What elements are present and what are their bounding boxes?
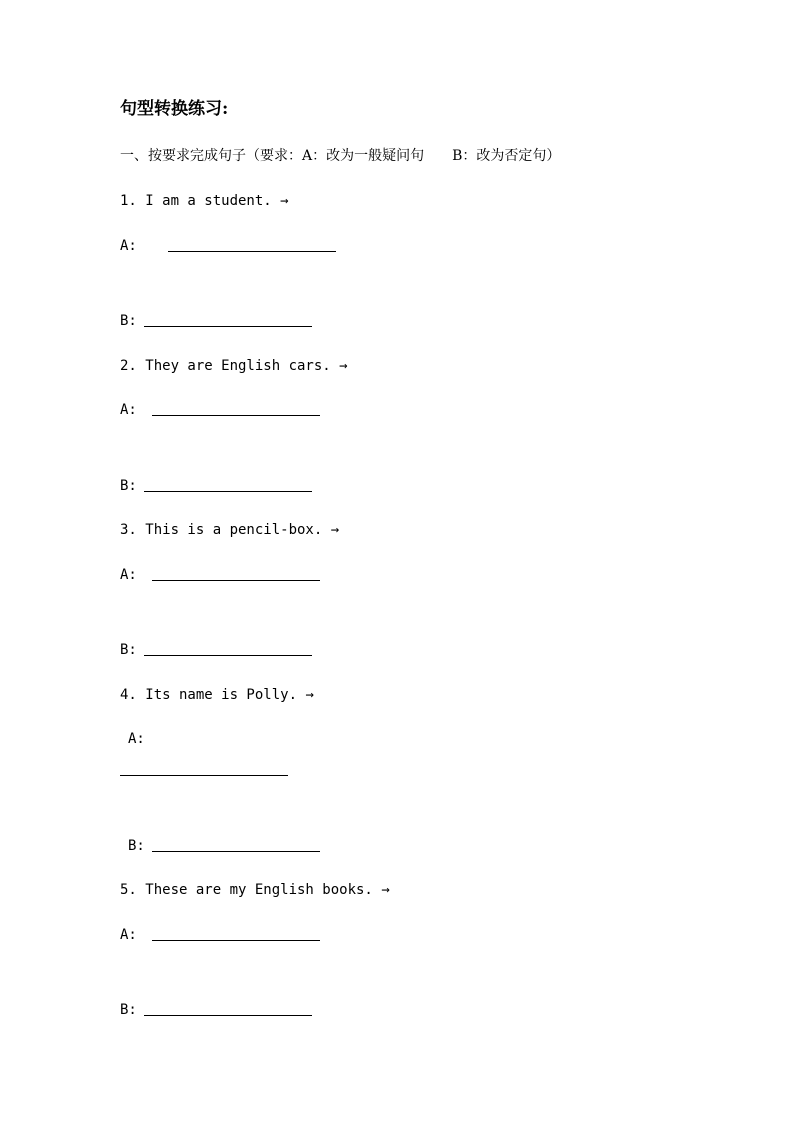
question-3-a-label: A:: [120, 567, 137, 583]
question-4-b-answer-line[interactable]: [152, 851, 320, 852]
question-2-a-answer-line[interactable]: [152, 415, 320, 416]
question-1-a-answer-line[interactable]: [168, 251, 336, 252]
arrow-icon: →: [330, 522, 340, 538]
arrow-icon: →: [339, 358, 348, 374]
question-1-sentence: 1. I am a student.: [120, 193, 272, 209]
question-3-b-answer-line[interactable]: [144, 655, 312, 656]
arrow-icon: →: [381, 882, 390, 898]
question-4: [120, 685, 314, 705]
question-3-a-answer-line[interactable]: [152, 580, 320, 581]
instruction-text: 一、按要求完成句子（要求：A：改为一般疑问句 B：改为否定句）: [120, 148, 561, 164]
question-5-a-answer-line[interactable]: [152, 940, 320, 941]
question-5-a-label: A:: [120, 927, 137, 943]
question-3-b-label: B:: [120, 642, 137, 658]
question-1-b-answer-line[interactable]: [144, 326, 312, 327]
question-2-sentence: 2. They are English cars.: [120, 358, 331, 374]
question-4-b-label: B:: [128, 838, 145, 854]
question-1: [120, 191, 289, 211]
question-2: [120, 356, 348, 376]
question-1-b-label: B:: [120, 313, 137, 329]
question-2-b-answer-line[interactable]: [144, 491, 312, 492]
arrow-icon: →: [280, 193, 289, 209]
question-4-a-label: A:: [128, 731, 145, 747]
question-5: [120, 880, 390, 900]
arrow-icon: →: [305, 687, 314, 703]
question-1-a-label: A:: [120, 238, 137, 254]
question-5-sentence: 5. These are my English books.: [120, 882, 373, 898]
question-4-sentence: 4. Its name is Polly.: [120, 687, 298, 703]
question-2-a-label: A:: [120, 402, 137, 418]
question-5-b-answer-line[interactable]: [144, 1015, 312, 1016]
question-5-b-label: B:: [120, 1002, 137, 1018]
question-2-b-label: B:: [120, 478, 137, 494]
question-3-sentence: 3. This is a pencil-box.: [120, 522, 323, 538]
page-title: 句型转换练习:: [120, 99, 229, 119]
question-4-a-answer-line[interactable]: [120, 775, 288, 776]
question-3: [120, 520, 339, 540]
